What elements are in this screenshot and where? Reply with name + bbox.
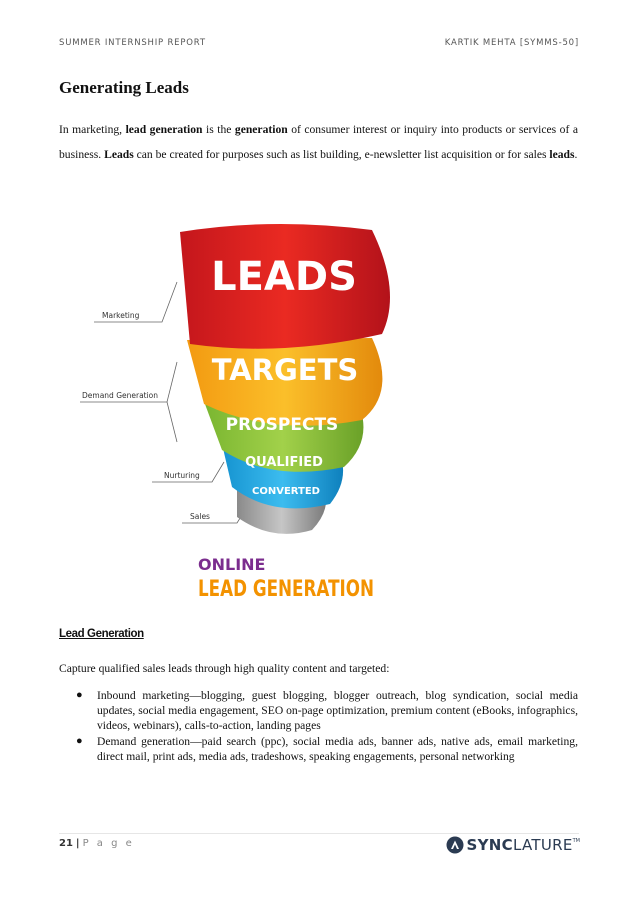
bullet-dot: ● — [76, 689, 83, 701]
paragraph-text: can be created for purposes such as list building, e-newsletter list acquisition or for sales — [133, 147, 550, 161]
logo-text-lature: LATURE — [512, 836, 573, 854]
page-number-separator: | — [75, 838, 80, 849]
synclature-logo-icon — [446, 836, 464, 854]
paragraph-bold-term: leads — [549, 147, 575, 161]
side-label-marketing: Marketing — [102, 311, 140, 320]
funnel-label-qualified: QUALIFIED — [245, 455, 323, 470]
paragraph-text: of consumer interest or inquiry into products or services of a business. — [59, 123, 578, 161]
logo-text-sync: SYNC — [466, 836, 513, 854]
side-label-sales: Sales — [190, 512, 210, 521]
funnel-label-converted: CONVERTED — [252, 486, 320, 497]
paragraph-bold-term: lead generation — [125, 123, 203, 136]
list-item — [59, 688, 578, 734]
funnel-label-targets: TARGETS — [211, 353, 359, 387]
figure-caption-online: ONLINE — [198, 555, 266, 574]
subsection-intro: Capture qualified sales leads through high quality content and targeted: — [59, 662, 390, 675]
paragraph-bold-term: generation — [234, 123, 288, 136]
paragraph-bold-term: Leads — [104, 147, 134, 161]
page-number-value: 21 — [59, 838, 73, 849]
running-header — [59, 38, 579, 52]
funnel-label-leads: LEADS — [211, 254, 357, 300]
section-title: Generating Leads — [59, 78, 189, 97]
logo-trademark: TM — [572, 838, 580, 844]
funnel-illustration — [72, 212, 402, 610]
funnel-label-prospects: PROSPECTS — [225, 415, 339, 435]
page-number — [59, 838, 134, 849]
intro-paragraph — [59, 118, 578, 167]
figure-caption-lead-generation: LEAD GENERATION — [198, 577, 374, 602]
bullet-dot: ● — [76, 734, 83, 747]
side-label-demand-generation: Demand Generation — [82, 391, 159, 400]
paragraph-text: is the — [202, 123, 235, 136]
subsection-title — [59, 628, 144, 640]
subsection-title-text: Lead Generation — [59, 628, 144, 640]
list-item-text: Demand generation—paid search (ppc), social media ads, banner ads, native ads, email marketing, direct mail, print ads, media ads, tradeshows, speaking engagements, personal networking — [97, 734, 578, 763]
tactics-list — [59, 688, 578, 764]
list-item-text: Inbound marketing—blogging, guest blogging, blogger outreach, blog syndication, social media updates, social media engagement, SEO on-page optimization, premium content (eBooks, infographics, videos, webinars), calls-to-action, landing pages — [97, 689, 578, 733]
header-report-title: SUMMER INTERNSHIP REPORT — [59, 38, 206, 48]
lead-funnel-figure — [72, 212, 402, 610]
paragraph-text: In marketing, — [59, 123, 126, 136]
paragraph-text: . — [574, 147, 578, 161]
synclature-logo — [446, 834, 580, 856]
list-item — [59, 734, 578, 764]
header-author: KARTIK MEHTA [SYMMS-50] — [444, 38, 579, 48]
page-label: P a g e — [82, 838, 135, 849]
side-label-nurturing: Nurturing — [164, 471, 200, 480]
